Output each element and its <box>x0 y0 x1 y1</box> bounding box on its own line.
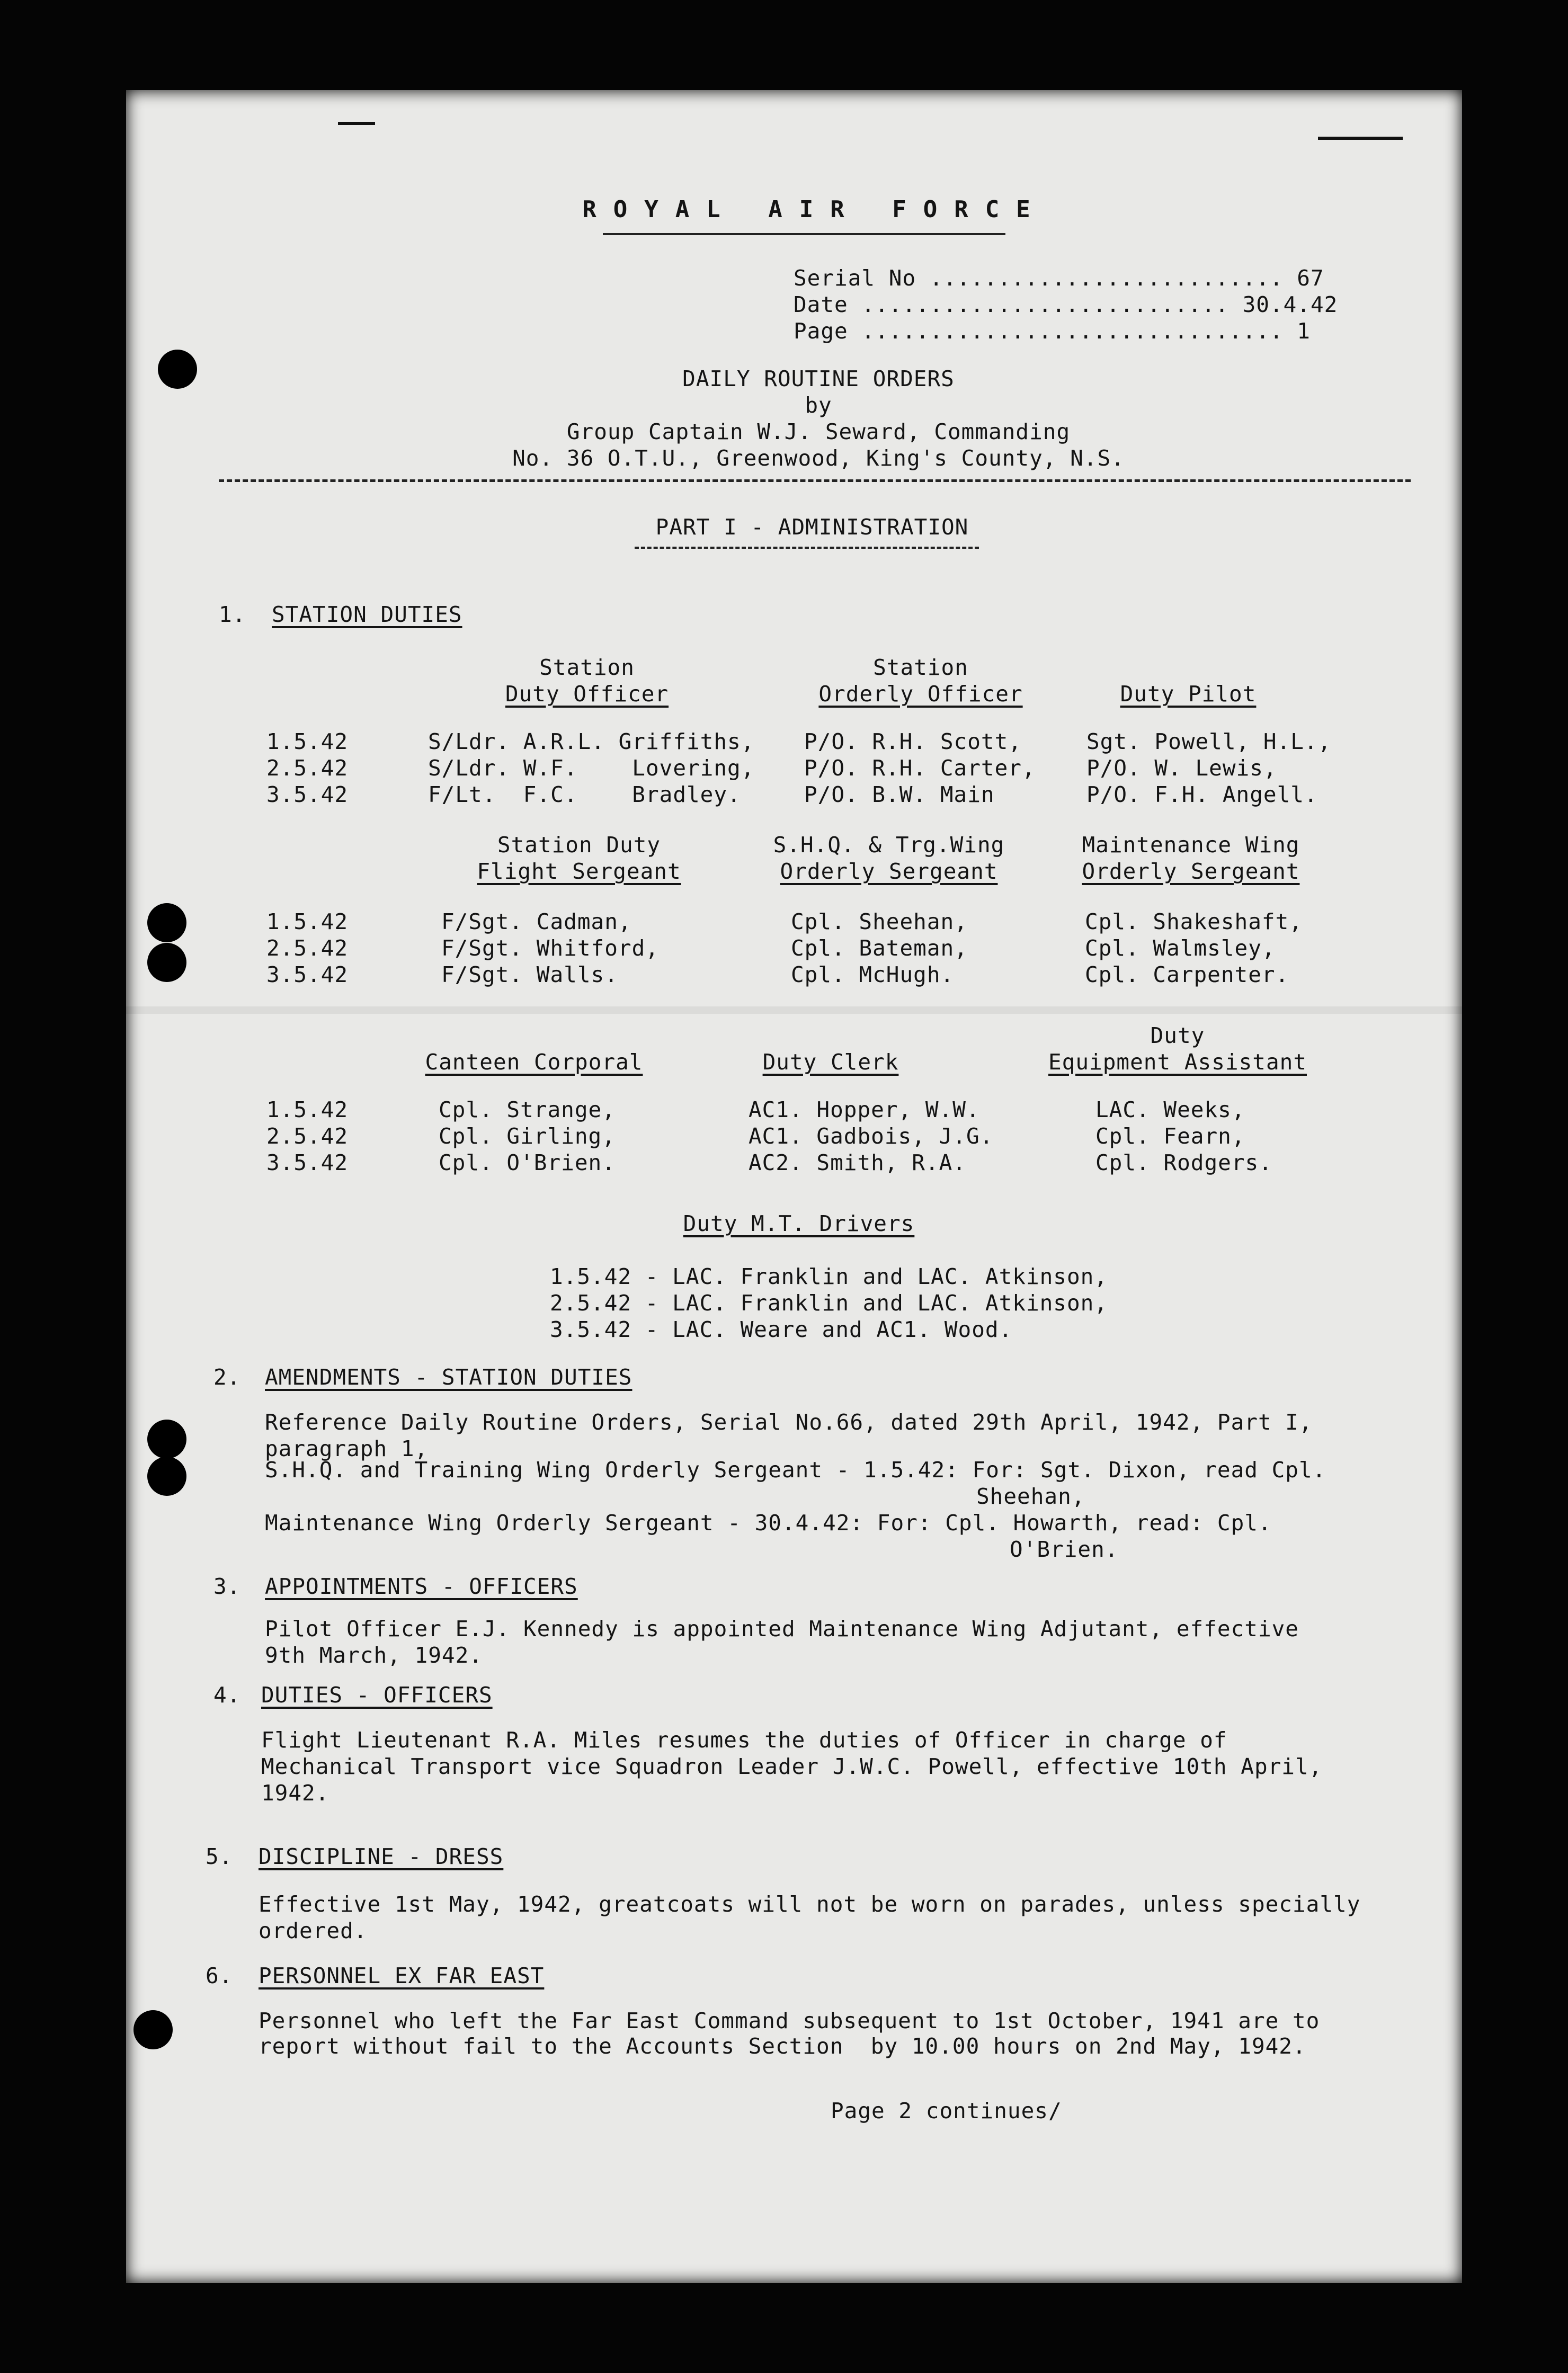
table-cell: Cpl. McHugh. <box>791 962 955 987</box>
table-cell: AC1. Gadbois, J.G. <box>749 1123 994 1149</box>
section-number: 4. <box>213 1682 241 1708</box>
column-header: Equipment Assistant <box>1048 1049 1307 1075</box>
table-cell: Cpl. Walmsley, <box>1085 935 1276 961</box>
column-header: S.H.Q. & Trg.Wing <box>773 832 1005 858</box>
column-header: Duty Clerk <box>762 1049 899 1075</box>
column-header: Maintenance Wing <box>1082 832 1300 858</box>
paragraph-line: S.H.Q. and Training Wing Orderly Sergeant - 1.5.42: For: Sgt. Dixon, read Cpl. <box>265 1457 1326 1483</box>
section-number: 6. <box>206 1963 233 1988</box>
table-cell: P/O. B.W. Main <box>804 782 995 807</box>
column-header: Duty <box>1150 1023 1205 1048</box>
section-heading: PERSONNEL EX FAR EAST <box>259 1963 545 1988</box>
punch-hole <box>147 943 186 982</box>
table-cell: S/Ldr. A.R.L. Griffiths, <box>428 729 755 754</box>
table-cell-date: 2.5.42 <box>266 755 349 781</box>
punch-hole <box>147 903 186 942</box>
paragraph-line: Sheehan, <box>976 1484 1085 1509</box>
paragraph-line: 9th March, 1942. <box>265 1643 483 1668</box>
paragraph-line: Flight Lieutenant R.A. Miles resumes the duties of Officer in charge of <box>261 1727 1227 1753</box>
section-heading: AMENDMENTS - STATION DUTIES <box>265 1364 632 1390</box>
table-cell: S/Ldr. W.F. Lovering, <box>428 755 755 781</box>
table-cell: LAC. Weeks, <box>1095 1097 1245 1122</box>
table-cell-date: 3.5.42 <box>266 782 349 807</box>
table-cell: Cpl. Shakeshaft, <box>1085 909 1303 934</box>
table-cell: Sgt. Powell, H.L., <box>1086 729 1332 754</box>
serial-number: Serial No .......................... 67 <box>794 265 1324 291</box>
table-cell-date: 2.5.42 <box>266 935 349 961</box>
column-header: Canteen Corporal <box>425 1049 643 1075</box>
table-cell: Cpl. Strange, <box>439 1097 616 1122</box>
table-cell: P/O. F.H. Angell. <box>1086 782 1318 807</box>
margin-mark <box>338 122 375 125</box>
column-header: Duty Pilot <box>1120 681 1257 707</box>
table-cell-date: 1.5.42 <box>266 1097 349 1122</box>
orders-title: DAILY ROUTINE ORDERS <box>682 366 955 391</box>
part-title: PART I - ADMINISTRATION <box>655 514 969 540</box>
driver-line: 2.5.42 - LAC. Franklin and LAC. Atkinson, <box>550 1290 1108 1316</box>
paragraph-line: Pilot Officer E.J. Kennedy is appointed Maintenance Wing Adjutant, effective <box>265 1616 1299 1642</box>
section-number: 3. <box>213 1574 241 1599</box>
table-cell-date: 1.5.42 <box>266 909 349 934</box>
table-cell: AC2. Smith, R.A. <box>749 1150 966 1175</box>
margin-mark <box>1318 137 1403 140</box>
paragraph-line: ordered. <box>259 1918 368 1943</box>
column-header: Orderly Officer <box>818 681 1023 707</box>
table-cell: Cpl. Carpenter. <box>1085 962 1289 987</box>
table-cell-date: 3.5.42 <box>266 962 349 987</box>
driver-line: 1.5.42 - LAC. Franklin and LAC. Atkinson, <box>550 1264 1108 1289</box>
table-cell-date: 1.5.42 <box>266 729 349 754</box>
drivers-heading: Duty M.T. Drivers <box>683 1211 915 1236</box>
punch-hole <box>133 2010 173 2049</box>
document-title: ROYAL AIR FORCE <box>582 196 1047 223</box>
table-cell: F/Lt. F.C. Bradley. <box>428 782 741 807</box>
table-cell: Cpl. Rodgers. <box>1095 1150 1272 1175</box>
table-cell: Cpl. Fearn, <box>1095 1123 1245 1149</box>
table-cell-date: 2.5.42 <box>266 1123 349 1149</box>
column-header: Station <box>873 655 968 680</box>
paragraph-line: Personnel who left the Far East Command subsequent to 1st October, 1941 are to <box>259 2008 1320 2033</box>
document-page <box>126 90 1462 2283</box>
section-number: 5. <box>206 1844 233 1869</box>
paragraph-line: O'Brien. <box>1010 1537 1119 1562</box>
table-cell: AC1. Hopper, W.W. <box>749 1097 980 1122</box>
header-divider <box>219 479 1411 482</box>
paragraph-line: paragraph 1, <box>265 1436 429 1461</box>
table-cell: Cpl. O'Brien. <box>439 1150 616 1175</box>
commander: Group Captain W.J. Seward, Commanding <box>566 419 1071 444</box>
driver-line: 3.5.42 - LAC. Weare and AC1. Wood. <box>550 1317 1013 1342</box>
paragraph-line: Maintenance Wing Orderly Sergeant - 30.4.42: For: Cpl. Howarth, read: Cpl. <box>265 1510 1272 1536</box>
paper-crease <box>126 1006 1462 1014</box>
section-heading: STATION DUTIES <box>272 602 462 627</box>
column-header: Orderly Sergeant <box>1082 859 1300 884</box>
punch-hole <box>147 1457 186 1496</box>
paragraph-line: 1942. <box>261 1780 329 1806</box>
column-header: Orderly Sergeant <box>780 859 998 884</box>
page-number: Page ............................... 1 <box>794 318 1311 344</box>
table-cell: F/Sgt. Walls. <box>441 962 618 987</box>
section-number: 1. <box>219 602 246 627</box>
orders-by: by <box>805 392 832 418</box>
table-cell: Cpl. Sheehan, <box>791 909 968 934</box>
column-header: Flight Sergeant <box>477 859 681 884</box>
punch-hole <box>158 350 197 389</box>
table-cell: P/O. R.H. Carter, <box>804 755 1036 781</box>
unit: No. 36 O.T.U., Greenwood, King's County, N.S. <box>512 445 1125 471</box>
table-cell: F/Sgt. Whitford, <box>441 935 659 961</box>
column-header: Station <box>539 655 635 680</box>
column-header: Station Duty <box>497 832 661 858</box>
column-header: Duty Officer <box>505 681 669 707</box>
table-cell: P/O. W. Lewis, <box>1086 755 1277 781</box>
table-cell: Cpl. Bateman, <box>791 935 968 961</box>
paragraph-line: report without fail to the Accounts Section by 10.00 hours on 2nd May, 1942. <box>259 2033 1306 2059</box>
paragraph-line: Effective 1st May, 1942, greatcoats will not be worn on parades, unless specially <box>259 1892 1361 1917</box>
paragraph-line: Reference Daily Routine Orders, Serial No.66, dated 29th April, 1942, Part I, <box>265 1409 1313 1435</box>
part-rule <box>635 547 979 549</box>
page-continues: Page 2 continues/ <box>831 2098 1062 2124</box>
section-heading: APPOINTMENTS - OFFICERS <box>265 1574 578 1599</box>
section-number: 2. <box>213 1364 241 1390</box>
table-cell: Cpl. Girling, <box>439 1123 616 1149</box>
table-cell-date: 3.5.42 <box>266 1150 349 1175</box>
title-rule <box>603 233 1005 235</box>
table-cell: F/Sgt. Cadman, <box>441 909 632 934</box>
date: Date ........................... 30.4.42 <box>794 292 1338 317</box>
table-cell: P/O. R.H. Scott, <box>804 729 1022 754</box>
punch-hole <box>147 1420 186 1459</box>
paragraph-line: Mechanical Transport vice Squadron Leader J.W.C. Powell, effective 10th April, <box>261 1754 1323 1779</box>
section-heading: DISCIPLINE - DRESS <box>259 1844 504 1869</box>
section-heading: DUTIES - OFFICERS <box>261 1682 493 1708</box>
